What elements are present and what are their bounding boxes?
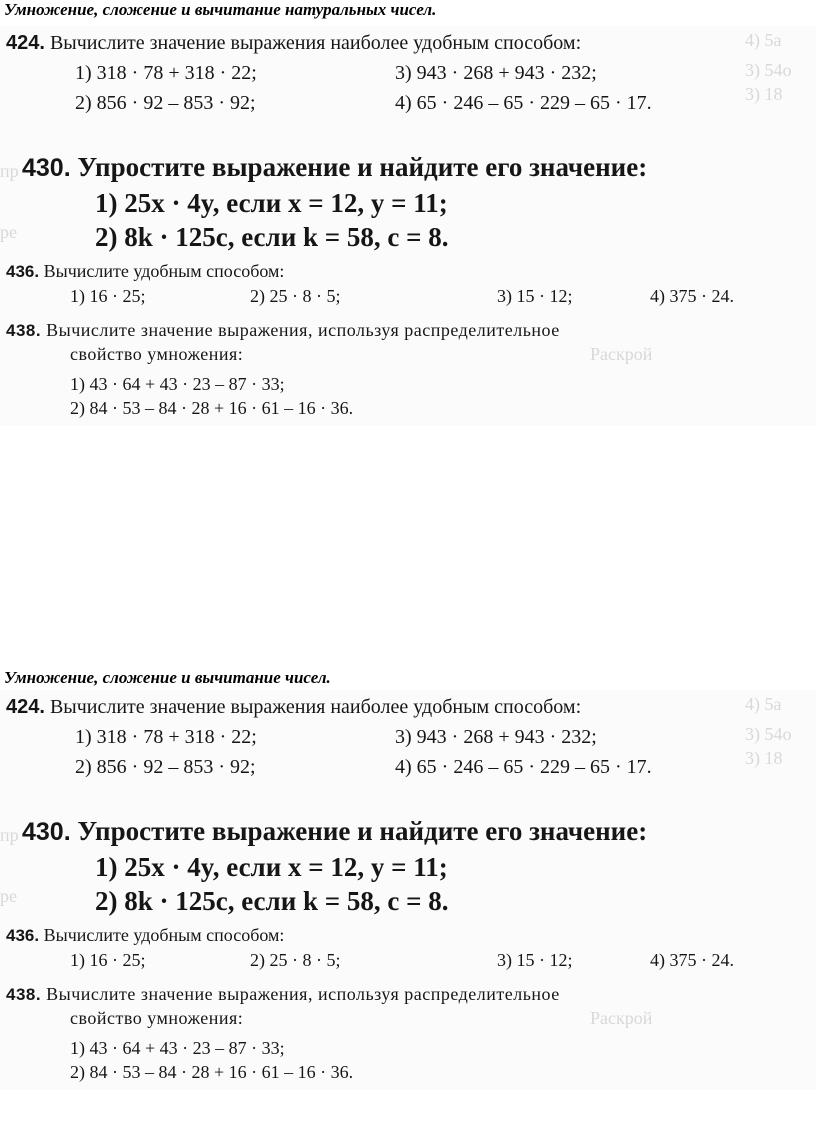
- bleed-through: пр: [0, 825, 19, 845]
- bleed-through: 4) 5а: [745, 30, 782, 50]
- problem-text: Упростите выражение и найдите его значение:: [77, 816, 648, 846]
- problem-text: Упростите выражение и найдите его значение:: [77, 152, 648, 182]
- problem-number: 438.: [6, 321, 42, 340]
- bleed-through: Раскрой: [590, 1008, 653, 1028]
- problem-424-statement: [6, 696, 581, 719]
- bleed-through: Раскрой: [590, 344, 653, 364]
- section-heading: Умножение, сложение и вычитание натуральных чисел.: [4, 0, 437, 19]
- problem-438-statement: [6, 320, 560, 341]
- problem-436-statement: [6, 261, 284, 282]
- problem-430-item: 1) 25x · 4y, если x = 12, y = 11;: [95, 188, 448, 218]
- textbook-scan: [0, 26, 816, 426]
- problem-424-item: 1) 318 · 78 + 318 · 22;: [75, 62, 257, 84]
- problem-number: 430.: [22, 154, 71, 182]
- problem-436-item: 2) 25 · 8 · 5;: [250, 286, 341, 306]
- bleed-through: 4) 5а: [745, 694, 782, 714]
- problem-number: 424.: [6, 696, 45, 718]
- problem-438-item: 2) 84 · 53 – 84 · 28 + 16 · 61 – 16 · 36.: [70, 398, 354, 418]
- problem-number: 430.: [22, 818, 71, 846]
- bleed-through: 3) 54о: [745, 60, 792, 80]
- problem-424-item: 3) 943 · 268 + 943 · 232;: [395, 726, 597, 748]
- problem-text: Вычислите значение выражения, используя распределительное: [46, 320, 560, 340]
- problem-436-item: 1) 16 · 25;: [70, 950, 146, 970]
- problem-text: Вычислите удобным способом:: [43, 925, 285, 945]
- problem-number: 424.: [6, 32, 45, 54]
- problem-430-statement: [22, 816, 647, 847]
- problem-436-statement: [6, 925, 284, 946]
- bleed-through: 3) 18: [745, 84, 783, 104]
- problem-438-item: 1) 43 · 64 + 43 · 23 – 87 · 33;: [70, 374, 285, 394]
- problem-436-item: 1) 16 · 25;: [70, 286, 146, 306]
- problem-424-item: 3) 943 · 268 + 943 · 232;: [395, 62, 597, 84]
- problem-436-item: 2) 25 · 8 · 5;: [250, 950, 341, 970]
- problem-436-item: 4) 375 · 24.: [650, 286, 734, 306]
- problem-438-statement: [6, 984, 560, 1005]
- problem-438-item: 1) 43 · 64 + 43 · 23 – 87 · 33;: [70, 1038, 285, 1058]
- problem-424-item: 2) 856 · 92 – 853 · 92;: [75, 92, 256, 114]
- problem-436-item: 3) 15 · 12;: [497, 286, 573, 306]
- problem-438-item: 2) 84 · 53 – 84 · 28 + 16 · 61 – 16 · 36.: [70, 1062, 354, 1082]
- problem-430-item: 1) 25x · 4y, если x = 12, y = 11;: [95, 852, 448, 882]
- bleed-through: 3) 54о: [745, 724, 792, 744]
- problem-424-item: 4) 65 · 246 – 65 · 229 – 65 · 17.: [395, 92, 652, 114]
- problem-424-item: 4) 65 · 246 – 65 · 229 – 65 · 17.: [395, 756, 652, 778]
- problem-text: Вычислите значение выражения наиболее удобным способом:: [49, 696, 582, 718]
- problem-text-continued: свойство умножения:: [70, 1008, 244, 1028]
- bleed-through: ре: [0, 222, 17, 242]
- problem-430-item: 2) 8k · 125c, если k = 58, c = 8.: [95, 222, 449, 252]
- problem-number: 436.: [6, 262, 40, 281]
- problem-number: 438.: [6, 985, 42, 1004]
- problem-430-item: 2) 8k · 125c, если k = 58, c = 8.: [95, 886, 449, 916]
- section-heading: Умножение, сложение и вычитание чисел.: [4, 668, 331, 687]
- problem-text: Вычислите значение выражения, используя распределительное: [46, 984, 560, 1004]
- problem-436-item: 3) 15 · 12;: [497, 950, 573, 970]
- problem-424-statement: [6, 32, 581, 55]
- problem-text: Вычислите удобным способом:: [43, 261, 285, 281]
- problem-text: Вычислите значение выражения наиболее удобным способом:: [49, 32, 582, 54]
- problem-424-item: 1) 318 · 78 + 318 · 22;: [75, 726, 257, 748]
- problem-424-item: 2) 856 · 92 – 853 · 92;: [75, 756, 256, 778]
- textbook-scan: [0, 690, 816, 1090]
- problem-number: 436.: [6, 926, 40, 945]
- bleed-through: 3) 18: [745, 748, 783, 768]
- bleed-through: ре: [0, 886, 17, 906]
- problem-436-item: 4) 375 · 24.: [650, 950, 734, 970]
- problem-430-statement: [22, 152, 647, 183]
- bleed-through: пр: [0, 161, 19, 181]
- problem-text-continued: свойство умножения:: [70, 344, 244, 364]
